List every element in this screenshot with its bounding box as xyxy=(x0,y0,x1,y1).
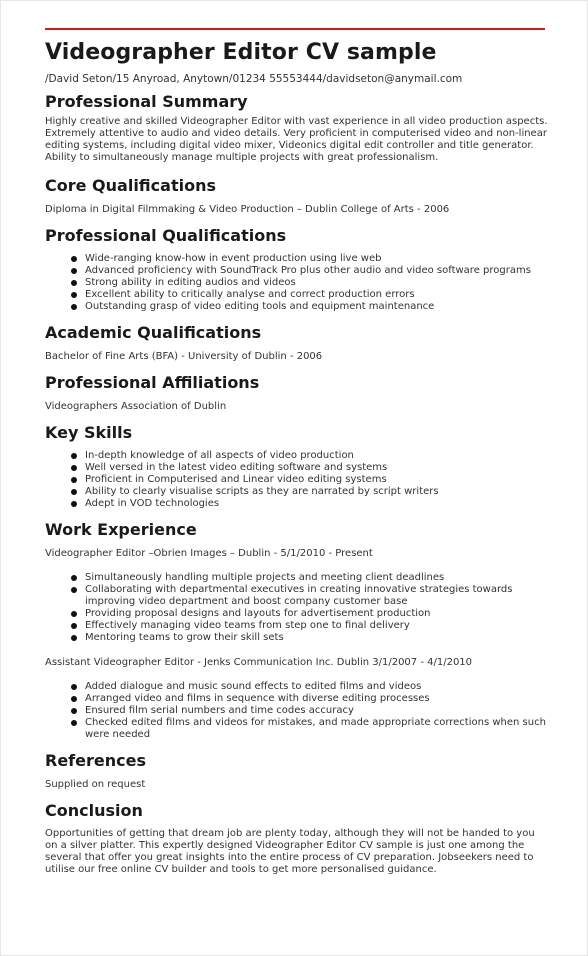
core-qualification-text: Diploma in Digital Filmmaking & Video Production – Dublin College of Arts - 2006 xyxy=(45,204,450,215)
heading-key-skills: Key Skills xyxy=(45,423,133,442)
list-item: Ability to clearly visualise scripts as they are narrated by script writers xyxy=(85,486,550,498)
job-2-duties-list xyxy=(45,681,550,741)
list-item: Collaborating with departmental executives in creating innovative strategies towards improving video department and boost company customer base xyxy=(85,584,550,608)
heading-work-experience: Work Experience xyxy=(45,520,197,539)
cv-title: Videographer Editor CV sample xyxy=(45,40,437,65)
list-item: Well versed in the latest video editing software and systems xyxy=(85,462,550,474)
academic-qualification-text: Bachelor of Fine Arts (BFA) - University of Dublin - 2006 xyxy=(45,351,323,362)
key-skills-list xyxy=(45,450,550,510)
list-item: Adept in VOD technologies xyxy=(85,498,550,510)
cv-content xyxy=(45,39,550,876)
heading-professional-qualifications: Professional Qualifications xyxy=(45,226,287,245)
list-item: Effectively managing video teams from step one to final delivery xyxy=(85,620,550,632)
list-item: Arranged video and films in sequence with diverse editing processes xyxy=(85,693,550,705)
list-item: Mentoring teams to grow their skill sets xyxy=(85,632,550,644)
contact-line: /David Seton/15 Anyroad, Anytown/01234 55553444/davidseton@anymail.com xyxy=(45,73,463,85)
list-item: Checked edited films and videos for mistakes, and made appropriate corrections when such were needed xyxy=(85,717,550,741)
list-item: In-depth knowledge of all aspects of video production xyxy=(85,450,550,462)
list-item: Providing proposal designs and layouts for advertisement production xyxy=(85,608,550,620)
heading-conclusion: Conclusion xyxy=(45,801,143,820)
heading-professional-affiliations: Professional Affiliations xyxy=(45,373,260,392)
header-rule xyxy=(45,28,545,30)
references-text: Supplied on request xyxy=(45,779,146,790)
heading-professional-summary: Professional Summary xyxy=(45,92,248,111)
job-1-duties-list xyxy=(45,572,550,644)
job-title-1: Videographer Editor –Obrien Images – Dublin - 5/1/2010 - Present xyxy=(45,548,373,559)
list-item: Outstanding grasp of video editing tools and equipment maintenance xyxy=(85,301,550,313)
list-item: Wide-ranging know-how in event production using live web xyxy=(85,253,550,265)
heading-academic-qualifications: Academic Qualifications xyxy=(45,323,262,342)
list-item: Added dialogue and music sound effects to edited films and videos xyxy=(85,681,550,693)
affiliations-text: Videographers Association of Dublin xyxy=(45,401,227,412)
job-title-2: Assistant Videographer Editor - Jenks Communication Inc. Dublin 3/1/2007 - 4/1/2010 xyxy=(45,657,473,668)
heading-core-qualifications: Core Qualifications xyxy=(45,176,216,195)
list-item: Ensured film serial numbers and time codes accuracy xyxy=(85,705,550,717)
heading-references: References xyxy=(45,751,146,770)
professional-qualifications-list xyxy=(45,253,550,313)
summary-text: Highly creative and skilled Videographer Editor with vast experience in all video production aspects. Extremely attentive to audio and video details. Very proficient in computerised video and non-linear editing systems, including digital video mixer, Videonics digital edit controller and title generator. Ability to simultaneously manage multiple projects with great professionalism. xyxy=(45,116,548,163)
conclusion-text: Opportunities of getting that dream job are plenty today, although they will not be handed to you on a silver platter. This expertly designed Videographer Editor CV sample is just one among the several that offer you great insights into the entire process of CV preparation. Jobseekers need to utilise our free online CV builder and tools to get more personalised guidance. xyxy=(45,828,535,875)
list-item: Strong ability in editing audios and videos xyxy=(85,277,550,289)
list-item: Simultaneously handling multiple projects and meeting client deadlines xyxy=(85,572,550,584)
list-item: Proficient in Computerised and Linear video editing systems xyxy=(85,474,550,486)
list-item: Excellent ability to critically analyse and correct production errors xyxy=(85,289,550,301)
list-item: Advanced proficiency with SoundTrack Pro plus other audio and video software programs xyxy=(85,265,550,277)
